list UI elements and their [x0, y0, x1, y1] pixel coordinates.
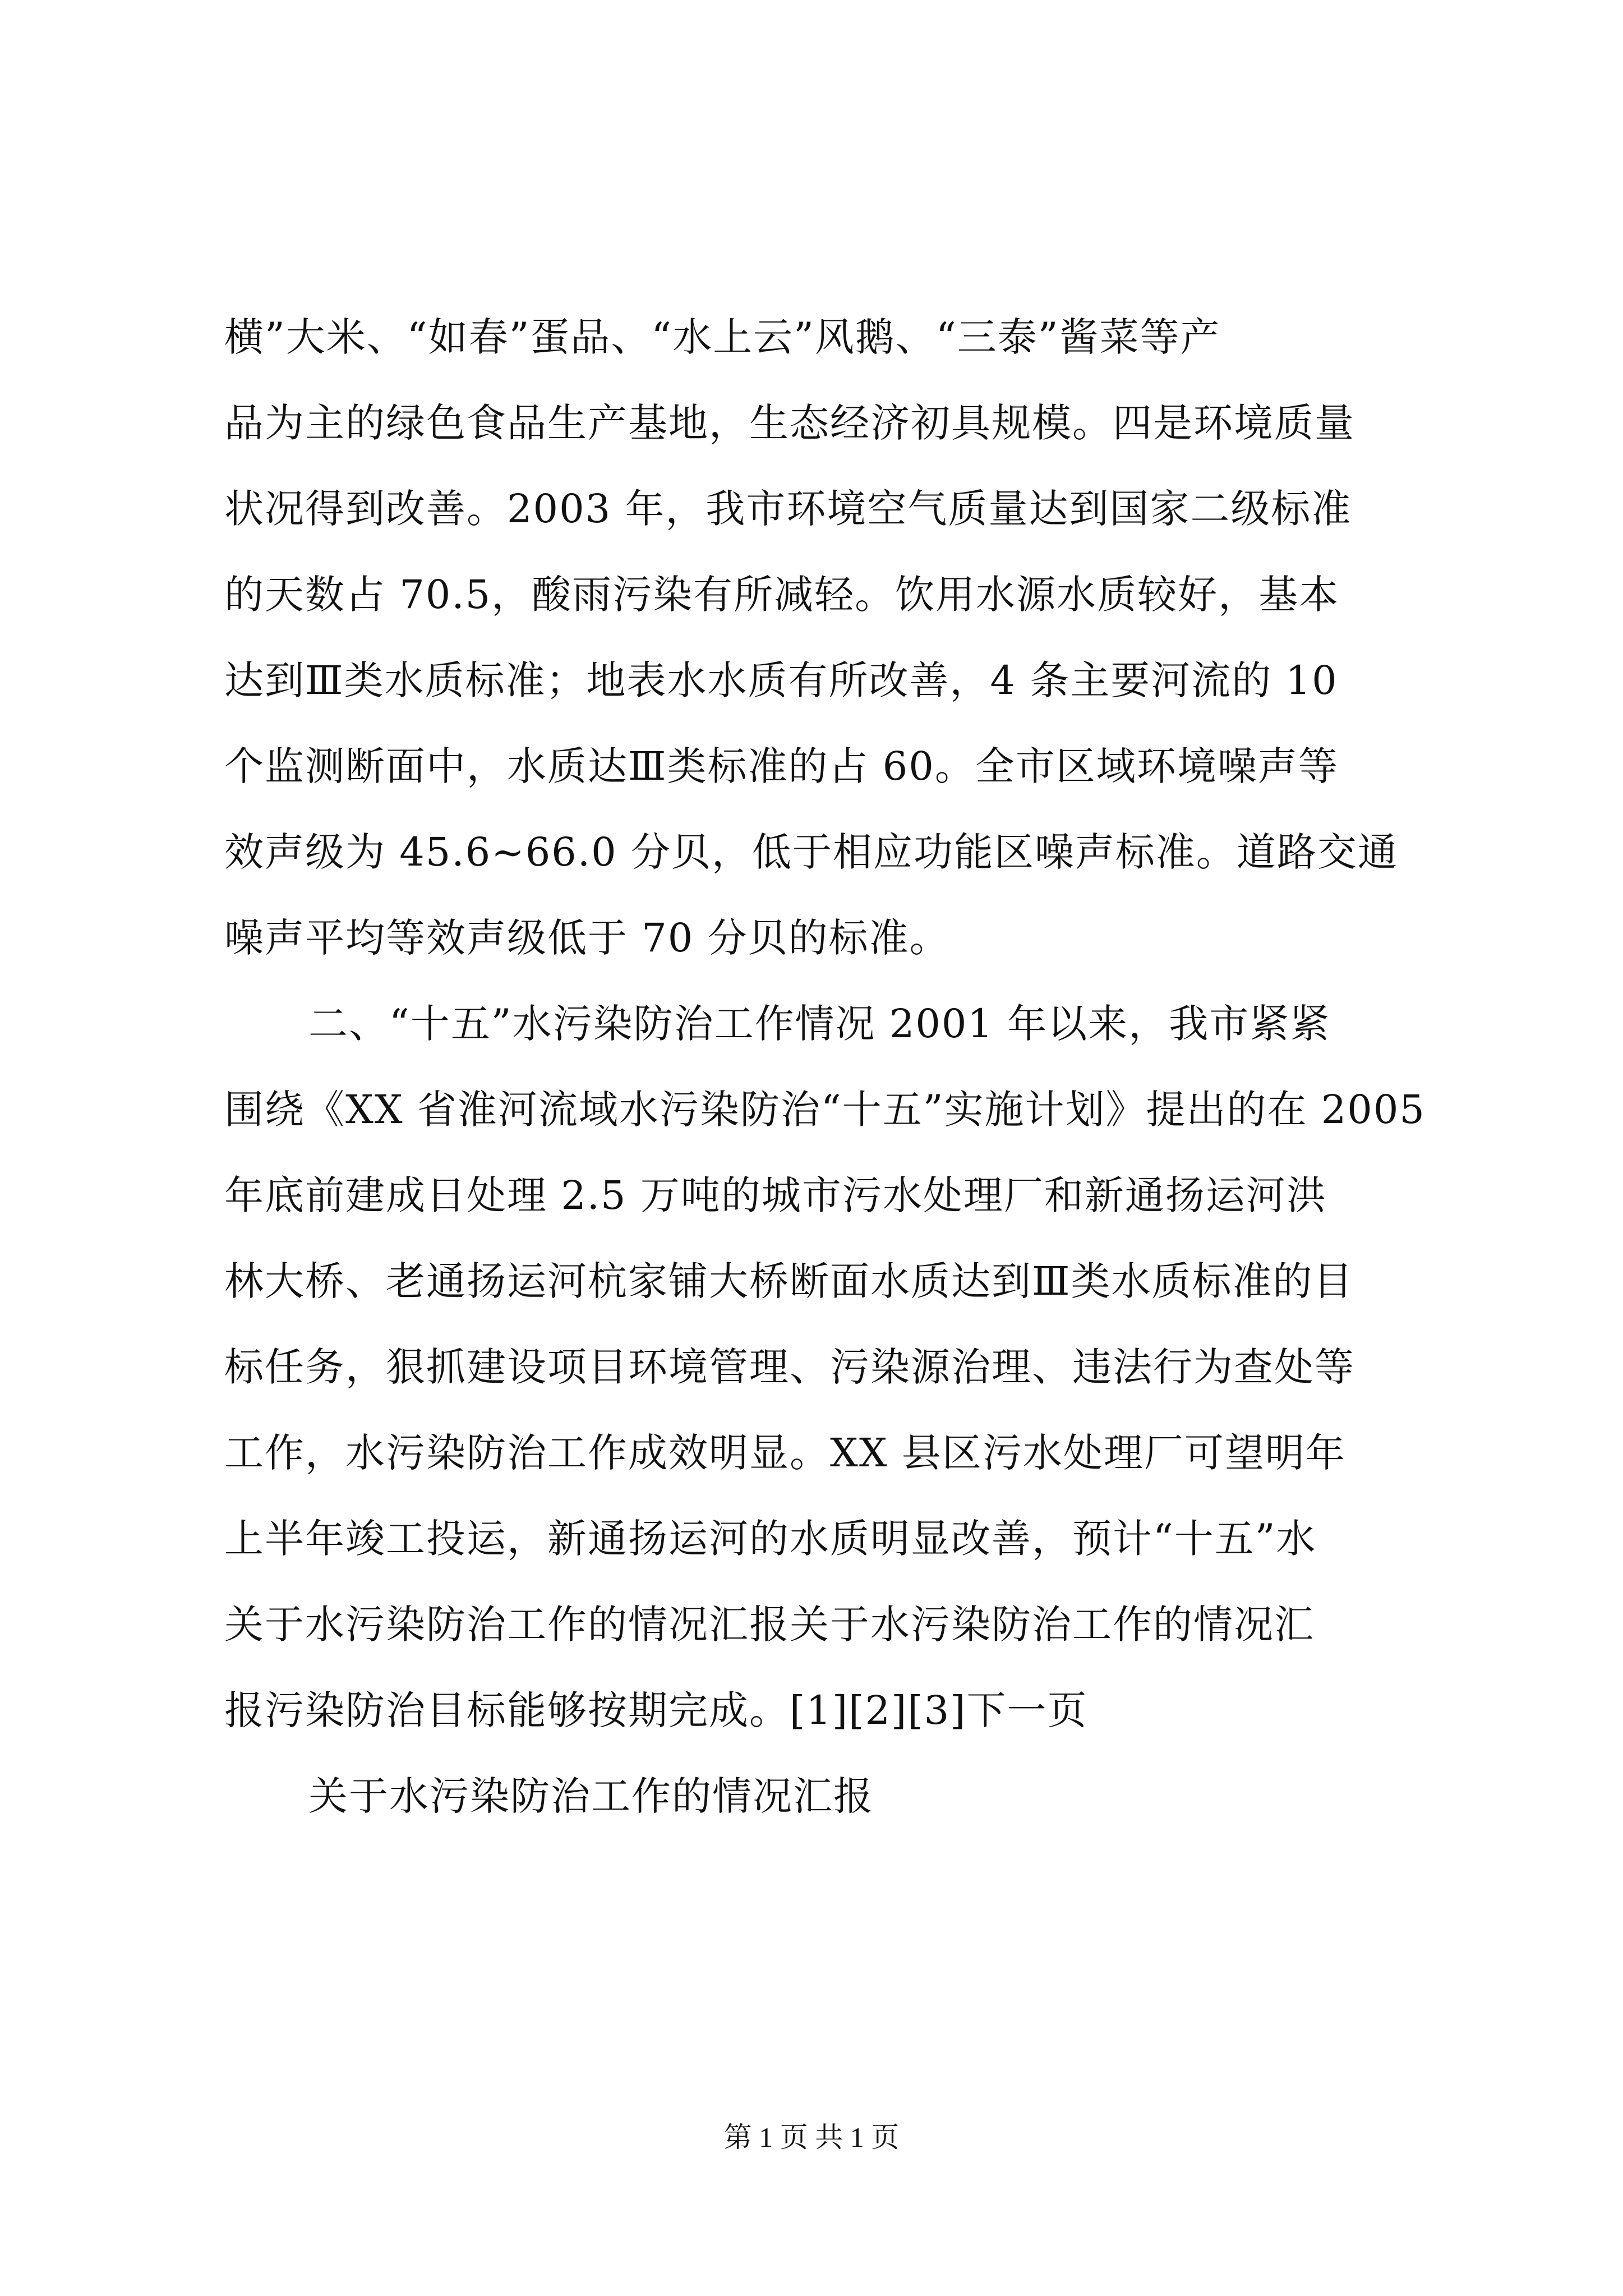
text-line: 横”大米、“如春”蛋品、“水上云”风鹅、“三泰”酱菜等产 — [224, 314, 1221, 360]
text-line: 工作，水污染防治工作成效明显。XX 县区污水处理厂可望明年 — [224, 1430, 1346, 1476]
text-line: 围绕《XX 省淮河流域水污染防治“十五”实施计划》提出的在 2005 — [224, 1087, 1426, 1133]
document-body — [224, 295, 1436, 1839]
page-footer: 第 1 页 共 1 页 — [723, 2122, 900, 2153]
text-line: 上半年竣工投运，新通扬运河的水质明显改善，预计“十五”水 — [224, 1516, 1317, 1562]
text-line: 个监测断面中，水质达Ⅲ类标准的占 60。全市区域环境噪声等 — [224, 743, 1339, 789]
text-line: 年底前建成日处理 2.5 万吨的城市污水处理厂和新通扬运河洪 — [224, 1172, 1327, 1218]
text-line: 效声级为 45.6~66.0 分贝，低于相应功能区噪声标准。道路交通 — [224, 829, 1398, 875]
text-line: 的天数占 70.5，酸雨污染有所减轻。饮用水源水质较好，基本 — [224, 572, 1340, 618]
text-line: 品为主的绿色食品生产基地，生态经济初具规模。四是环境质量 — [224, 400, 1355, 446]
text-line: 噪声平均等效声级低于 70 分贝的标准。 — [224, 915, 950, 961]
text-line: 状况得到改善。2003 年，我市环境空气质量达到国家二级标准 — [224, 486, 1352, 532]
text-line-with-page-links: 报污染防治目标能够按期完成。[1][2][3]下一页 — [224, 1687, 1088, 1733]
closing-title-line: 关于水污染防治工作的情况汇报 — [308, 1773, 874, 1819]
text-line: 标任务，狠抓建设项目环境管理、污染源治理、违法行为查处等 — [224, 1344, 1355, 1390]
text-line: 林大桥、老通扬运河杭家铺大桥断面水质达到Ⅲ类水质标准的目 — [224, 1258, 1354, 1304]
paragraph-start-line: 二、“十五”水污染防治工作情况 2001 年以来，我市紧紧 — [308, 1001, 1331, 1047]
text-line: 达到Ⅲ类水质标准；地表水水质有所改善，4 条主要河流的 10 — [224, 657, 1338, 703]
text-line: 关于水污染防治工作的情况汇报关于水污染防治工作的情况汇 — [224, 1602, 1315, 1648]
